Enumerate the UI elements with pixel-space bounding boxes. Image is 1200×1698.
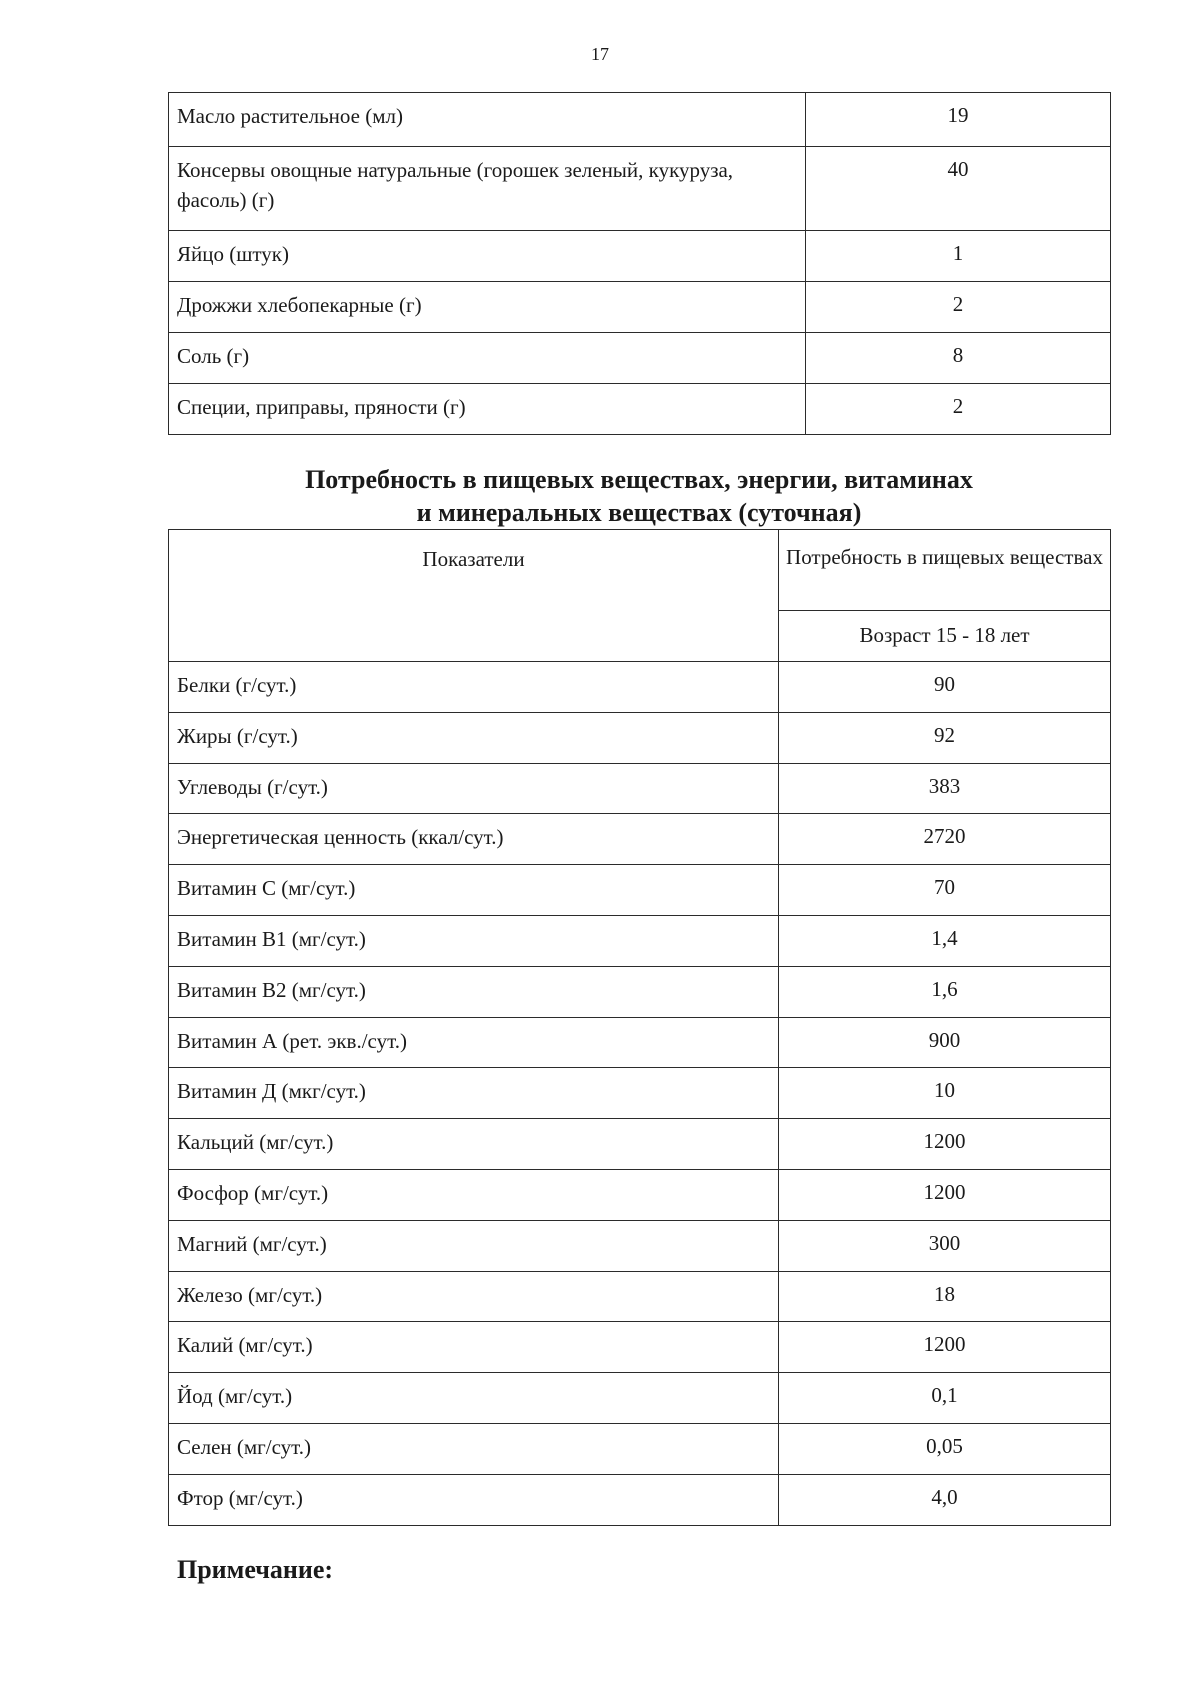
header-need: Потребность в пищевых веществах [779,530,1111,611]
nutrient-name: Калий (мг/сут.) [169,1322,779,1373]
nutrient-name: Селен (мг/сут.) [169,1423,779,1474]
nutrient-value: 2720 [779,814,1111,865]
table-row [169,1271,1111,1322]
table-row [169,147,1111,231]
nutrient-name: Фтор (мг/сут.) [169,1474,779,1525]
product-amount: 2 [806,282,1111,333]
nutrient-name: Кальций (мг/сут.) [169,1119,779,1170]
nutrient-value: 0,1 [779,1373,1111,1424]
table-row [169,1423,1111,1474]
nutrient-value: 4,0 [779,1474,1111,1525]
product-amount: 2 [806,384,1111,435]
table-row [169,1474,1111,1525]
nutrient-name: Жиры (г/сут.) [169,712,779,763]
table-row [169,1119,1111,1170]
nutrient-name: Углеводы (г/сут.) [169,763,779,814]
table-row [169,712,1111,763]
nutrient-value: 1200 [779,1169,1111,1220]
nutrient-value: 1200 [779,1322,1111,1373]
table-row [169,1169,1111,1220]
header-age: Возраст 15 - 18 лет [779,611,1111,662]
nutrient-value: 1200 [779,1119,1111,1170]
needs-table [168,529,1111,1526]
nutrient-name: Железо (мг/сут.) [169,1271,779,1322]
nutrient-name: Витамин В1 (мг/сут.) [169,915,779,966]
product-name: Консервы овощные натуральные (горошек зеленый, кукуруза, фасоль) (г) [169,147,806,231]
nutrient-value: 0,05 [779,1423,1111,1474]
product-amount: 8 [806,333,1111,384]
nutrient-name: Фосфор (мг/сут.) [169,1169,779,1220]
nutrient-value: 18 [779,1271,1111,1322]
products-table-body [169,93,1111,435]
product-name: Специи, приправы, пряности (г) [169,384,806,435]
nutrient-value: 383 [779,763,1111,814]
product-amount: 40 [806,147,1111,231]
header-indicator: Показатели [169,530,779,662]
nutrient-name: Витамин В2 (мг/сут.) [169,966,779,1017]
table-row [169,915,1111,966]
nutrient-value: 1,6 [779,966,1111,1017]
section-title [168,463,1110,529]
table-row [169,1068,1111,1119]
table-row [169,231,1111,282]
nutrient-name: Витамин С (мг/сут.) [169,865,779,916]
section-title-line2: и минеральных веществах (суточная) [416,498,862,527]
table-row [169,282,1111,333]
table-row [169,966,1111,1017]
section-title-line1: Потребность в пищевых веществах, энергии, витаминах [305,465,973,494]
product-name: Дрожжи хлебопекарные (г) [169,282,806,333]
nutrient-value: 70 [779,865,1111,916]
table-row [169,1017,1111,1068]
table-row [169,93,1111,147]
nutrient-name: Йод (мг/сут.) [169,1373,779,1424]
table-row [169,333,1111,384]
page-number: 17 [591,44,609,64]
table-row [169,662,1111,713]
table-row [169,1322,1111,1373]
table-row [169,384,1111,435]
nutrient-name: Магний (мг/сут.) [169,1220,779,1271]
nutrient-name: Энергетическая ценность (ккал/сут.) [169,814,779,865]
nutrient-name: Белки (г/сут.) [169,662,779,713]
nutrient-value: 300 [779,1220,1111,1271]
products-table [168,92,1111,435]
needs-header-row [169,530,1111,611]
product-amount: 19 [806,93,1111,147]
nutrient-name: Витамин Д (мкг/сут.) [169,1068,779,1119]
table-row [169,865,1111,916]
nutrient-value: 10 [779,1068,1111,1119]
product-name: Яйцо (штук) [169,231,806,282]
table-row [169,1220,1111,1271]
table-row [169,1373,1111,1424]
product-name: Масло растительное (мл) [169,93,806,147]
nutrient-value: 900 [779,1017,1111,1068]
table-row [169,763,1111,814]
table-row [169,814,1111,865]
nutrient-name: Витамин А (рет. экв./сут.) [169,1017,779,1068]
nutrient-value: 1,4 [779,915,1111,966]
needs-table-body [169,530,1111,1526]
nutrient-value: 92 [779,712,1111,763]
note-heading: Примечание: [177,1555,334,1584]
nutrient-value: 90 [779,662,1111,713]
product-amount: 1 [806,231,1111,282]
product-name: Соль (г) [169,333,806,384]
